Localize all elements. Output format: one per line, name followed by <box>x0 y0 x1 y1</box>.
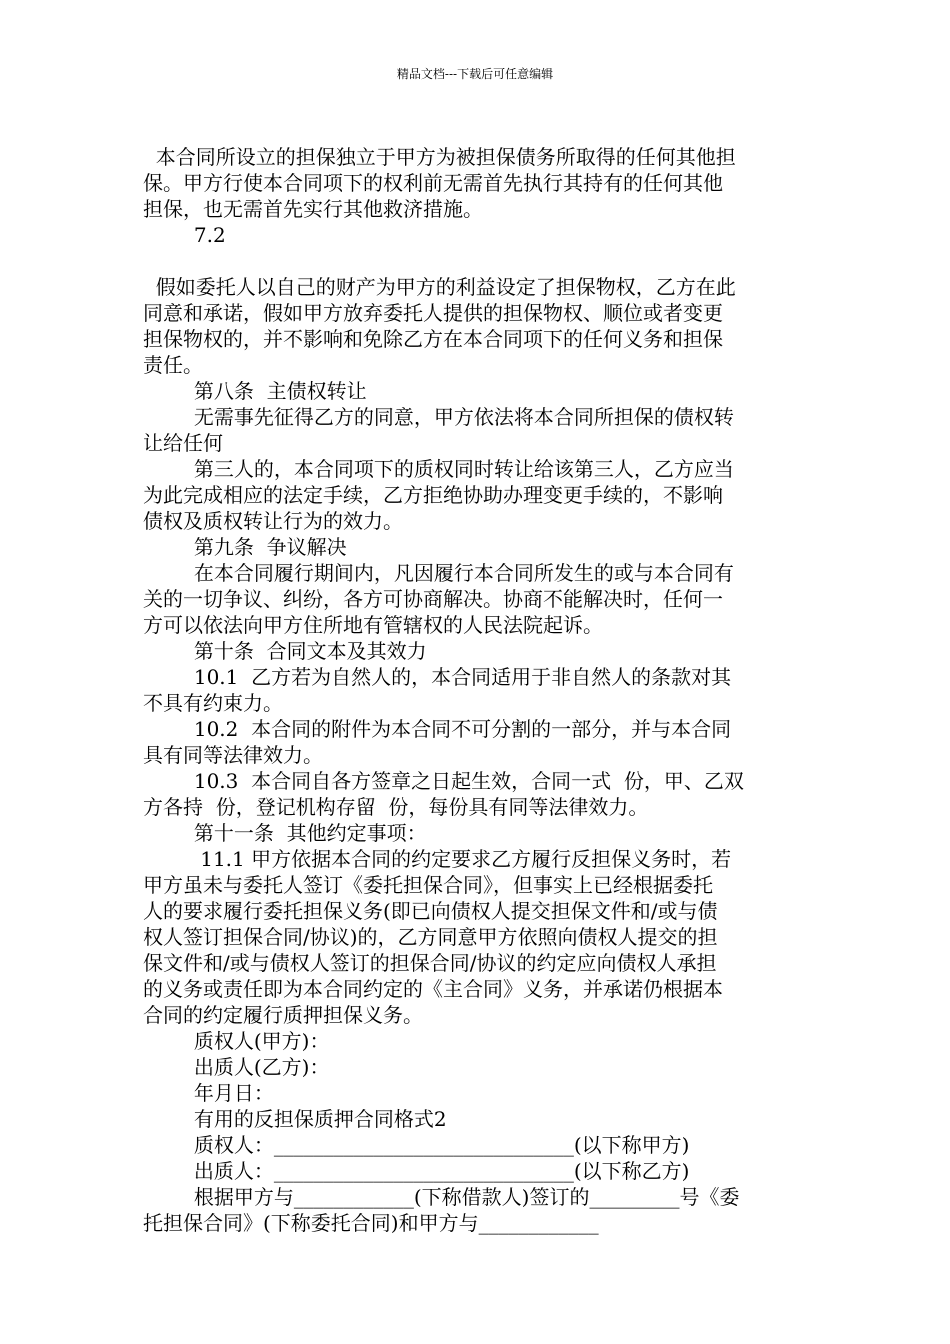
text-line: 10.2 本合同的附件为本合同不可分割的一部分，并与本合同 <box>143 717 732 741</box>
text-line: 同意和承诺，假如甲方放弃委托人提供的担保物权、顺位或者变更 <box>143 301 723 325</box>
text-line: 权人签订担保合同/协议)的，乙方同意甲方依照向债权人提交的担 <box>143 925 718 949</box>
text-line: 不具有约束力。 <box>143 691 283 715</box>
text-line: 关的一切争议、纠纷，各方可协商解决。协商不能解决时，任何一 <box>143 587 723 611</box>
text-line: 第三人的，本合同项下的质权同时转让给该第三人，乙方应当 <box>143 457 734 481</box>
text-line: 方各持 份，登记机构存留 份，每份具有同等法律效力。 <box>143 795 649 819</box>
text-line: 人的要求履行委托担保义务(即已向债权人提交担保文件和/或与债 <box>143 899 718 923</box>
text-line: 让给任何 <box>143 431 223 455</box>
text-line: 年月日： <box>143 1081 274 1105</box>
text-line: 本合同所设立的担保独立于甲方为被担保债务所取得的任何其他担 <box>143 145 736 169</box>
text-line: 出质人(乙方)： <box>143 1055 330 1079</box>
text-line: 保文件和/或与债权人签订的担保合同/协议的约定应向债权人承担 <box>143 951 717 975</box>
text-line: 质权人(甲方)： <box>143 1029 330 1053</box>
text-line: 第九条 争议解决 <box>143 535 347 559</box>
text-line: 合同的约定履行质押担保义务。 <box>143 1003 423 1027</box>
text-line: 第十一条 其他约定事项： <box>143 821 427 845</box>
text-line: 无需事先征得乙方的同意，甲方依法将本合同所担保的债权转 <box>143 405 734 429</box>
text-line: 假如委托人以自己的财产为甲方的利益设定了担保物权，乙方在此 <box>143 275 736 299</box>
text-line: 7.2 <box>143 223 226 247</box>
text-line: 担保物权的，并不影响和免除乙方在本合同项下的任何义务和担保 <box>143 327 723 351</box>
text-line: 担保，也无需首先实行其他救济措施。 <box>143 197 483 221</box>
text-line: 11.1 甲方依据本合同的约定要求乙方履行反担保义务时，若 <box>143 847 732 871</box>
text-line: 根据甲方与____________(下称借款人)签订的_________号《委 <box>143 1185 740 1209</box>
text-line: 质权人：______________________________(以下称甲方) <box>143 1133 690 1157</box>
text-line: 托担保合同》(下称委托合同)和甲方与____________ <box>143 1211 599 1235</box>
text-line: 责任。 <box>143 353 203 377</box>
blank-line <box>143 248 809 274</box>
text-line: 方可以依法向甲方住所地有管辖权的人民法院起诉。 <box>143 613 603 637</box>
text-line: 的义务或责任即为本合同约定的《主合同》义务，并承诺仍根据本 <box>143 977 723 1001</box>
page-header: 精品文档---下载后可任意编辑 <box>396 67 554 81</box>
text-line: 第八条 主债权转让 <box>143 379 367 403</box>
text-line: 有用的反担保质押合同格式2 <box>143 1107 447 1131</box>
text-line: 具有同等法律效力。 <box>143 743 323 767</box>
text-line: 在本合同履行期间内，凡因履行本合同所发生的或与本合同有 <box>143 561 734 585</box>
document-body <box>143 144 809 1236</box>
text-line: 第十条 合同文本及其效力 <box>143 639 427 663</box>
text-line: 10.1 乙方若为自然人的，本合同适用于非自然人的条款对其 <box>143 665 732 689</box>
text-line: 保。甲方行使本合同项下的权利前无需首先执行其持有的任何其他 <box>143 171 723 195</box>
text-line: 为此完成相应的法定手续，乙方拒绝协助办理变更手续的，不影响 <box>143 483 723 507</box>
text-line: 出质人：______________________________(以下称乙方) <box>143 1159 690 1183</box>
text-line: 10.3 本合同自各方签章之日起生效，合同一式 份，甲、乙双 <box>143 769 744 793</box>
text-line: 债权及质权转让行为的效力。 <box>143 509 403 533</box>
text-line: 甲方虽未与委托人签订《委托担保合同》，但事实上已经根据委托 <box>143 873 713 897</box>
